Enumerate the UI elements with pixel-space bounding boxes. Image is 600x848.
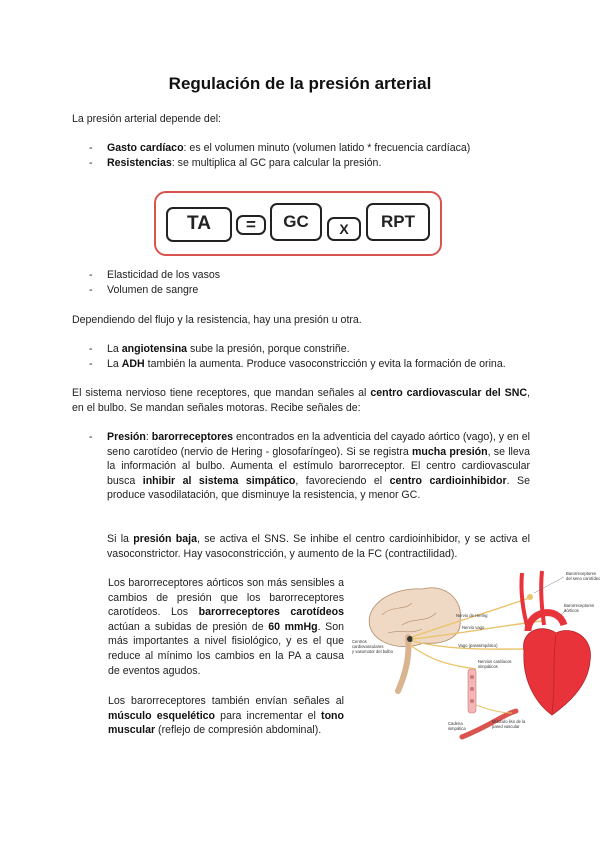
label-aortic-baroreceptors-2: aórticos <box>564 608 579 613</box>
presion-text: encontrados en la adventicia del cayado aórtico (vago), y en el seno carotídeo (nervio de Hering - glosofaríngeo). Si se registra <box>107 431 530 458</box>
label-carotid-baroreceptors-2: del seno carotídeo <box>566 576 600 581</box>
list-item <box>72 268 530 283</box>
bullet-dash: - <box>89 156 93 169</box>
label-cardiac-sympathetic-2: simpáticos <box>478 664 498 669</box>
presion-text: , favoreciendo el <box>295 474 390 487</box>
formula-x: X <box>327 217 361 241</box>
baja-pre: Si la <box>107 533 134 545</box>
list-item <box>72 342 530 357</box>
term-musculo-esqueletico: músculo esquelético <box>108 709 216 722</box>
label-centers: Centros <box>352 639 367 644</box>
label-smooth-muscle-2: pared vascular <box>492 724 520 729</box>
formula-ta: TA <box>166 207 232 242</box>
presion-text: . Se produce vasodilatación, que disminuye la resistencia, y menor GC. <box>107 474 530 502</box>
hormone-text: sube la presión, porque constriñe. <box>187 343 350 355</box>
intro-text: La presión arterial depende del: <box>72 113 222 125</box>
list-item <box>72 357 530 372</box>
musculo-text: (reflejo de compresión abdominal). <box>155 724 322 737</box>
flow-text: Dependiendo del flujo y la resistencia, hay una presión u otra. <box>72 314 362 326</box>
term-gasto: Gasto cardíaco <box>107 142 184 154</box>
label-vagus-nerve: Nervio vago <box>462 625 485 630</box>
label-carotid-baroreceptors: Barorreceptores <box>566 571 597 576</box>
term-presion: Presión <box>107 431 146 443</box>
term-barorreceptores-carotideos: barorreceptores carotídeos <box>198 606 344 619</box>
baroreflex-illustration <box>352 565 600 743</box>
label-hering-nerve: Nervio de Hering <box>456 613 488 618</box>
list-item <box>72 141 530 156</box>
bullet-dash: - <box>89 269 93 281</box>
term-inhibir-simpatico: inhibir al sistema simpático <box>142 474 296 487</box>
aorticos-paragraph <box>108 576 344 678</box>
hormones-list <box>72 342 530 371</box>
list-item <box>72 156 530 171</box>
snc-paragraph <box>72 386 530 415</box>
presion-list <box>72 430 530 503</box>
term-60-mmhg: 60 mmHg <box>268 620 318 633</box>
label-cardiac-sympathetic: Nervios cardíacos <box>478 659 512 664</box>
musculo-text: Los barorreceptores también envían señales al <box>108 695 344 707</box>
term-tono-muscular: tono muscular <box>108 709 344 737</box>
musculo-text: para incrementar el <box>215 709 322 722</box>
label-aortic-baroreceptors: Barorreceptores <box>564 603 595 608</box>
formula-equals: = <box>236 215 266 235</box>
aortic-arch <box>528 613 564 631</box>
label-sympathetic-chain-2: simpática <box>448 726 466 731</box>
ganglion-dot <box>470 687 474 691</box>
formula-gc: GC <box>270 203 322 241</box>
bullet-dash: - <box>89 357 93 370</box>
term-presion-baja: presión baja <box>133 533 197 545</box>
label-centers-3: y vasomotor del bulbo <box>352 649 393 654</box>
label-vagus-parasympathetic: Vago (parasimpático) <box>458 643 498 648</box>
bullet-dash: - <box>89 142 93 154</box>
term-angiotensina: angiotensina <box>121 343 188 355</box>
formula-rpt: RPT <box>366 203 430 241</box>
extra-factors-list <box>72 268 530 297</box>
snc-post: , en el bulbo. Se mandan señales motoras. Recibe señales de: <box>72 387 530 414</box>
list-item <box>72 283 530 298</box>
aorticos-text: Los barorreceptores aórticos son más sensibles a cambios de presión que los barorreceptores carotídeos. Los <box>108 577 344 619</box>
hormone-text: también la aumenta. Produce vasoconstricción y evita la formación de orina. <box>144 357 506 370</box>
ganglion-dot <box>470 675 474 679</box>
label-leader <box>534 577 564 593</box>
heart-shape <box>524 629 591 715</box>
baja-post: , se activa el SNS. Se inhibe el centro cardioinhibidor, y se activa el vasoconstrictor. Hay vasoconstricción, y aumento de la FC (contractilidad). <box>107 533 531 560</box>
term-adh: ADH <box>121 357 145 370</box>
factors-list <box>72 141 530 170</box>
term-resistencias: Resistencias <box>107 156 172 169</box>
page-title: Regulación de la presión arterial <box>168 74 432 93</box>
musculo-paragraph <box>108 694 344 738</box>
carotid-artery <box>521 573 528 629</box>
term-centro-cardioinhibidor: centro cardioinhibidor <box>389 474 507 487</box>
term-mucha-presion: mucha presión <box>411 445 488 458</box>
aorticos-text: . Son más importantes a nivel fisiológico, y es el que reduce al mínimo los cambios en la PA a causa de eventos agudos. <box>108 620 344 677</box>
extra-factor-text: Volumen de sangre <box>107 283 199 296</box>
aorticos-text: actúan a subidas de presión de <box>108 620 269 633</box>
factor-text: : es el volumen minuto (volumen latido * frecuencia cardíaca) <box>183 142 471 154</box>
colon-text: : <box>145 431 152 443</box>
label-sympathetic-chain: Cadena <box>448 721 463 726</box>
presion-baja-paragraph <box>107 532 530 561</box>
presion-text: , se lleva la información al bulbo. Aumenta el estímulo barorreceptor. El centro cardiovascular busca <box>107 445 530 487</box>
term-centro-cardiovascular: centro cardiovascular del SNC <box>370 387 528 399</box>
label-smooth-muscle: Músculo liso de la <box>492 719 526 724</box>
hormone-pre: La <box>107 343 122 355</box>
carotid-sinus-marker <box>527 594 533 600</box>
bullet-dash: - <box>89 431 93 443</box>
bullet-dash: - <box>89 283 93 296</box>
bullet-dash: - <box>89 343 93 355</box>
list-item <box>72 430 530 503</box>
term-barorreceptores: barorreceptores <box>151 431 234 443</box>
formula-box <box>154 191 442 256</box>
ganglion-dot <box>470 699 474 703</box>
brain-shape <box>369 588 460 647</box>
hormone-pre: La <box>107 357 122 370</box>
snc-pre: El sistema nervioso tiene receptores, que mandan señales al <box>72 387 371 399</box>
vessel-nerve-line <box>476 705 512 713</box>
label-centers-2: cardiovasculares <box>352 644 384 649</box>
factor-text: : se multiplica al GC para calcular la presión. <box>171 156 382 169</box>
extra-factor-text: Elasticidad de los vasos <box>107 269 221 281</box>
